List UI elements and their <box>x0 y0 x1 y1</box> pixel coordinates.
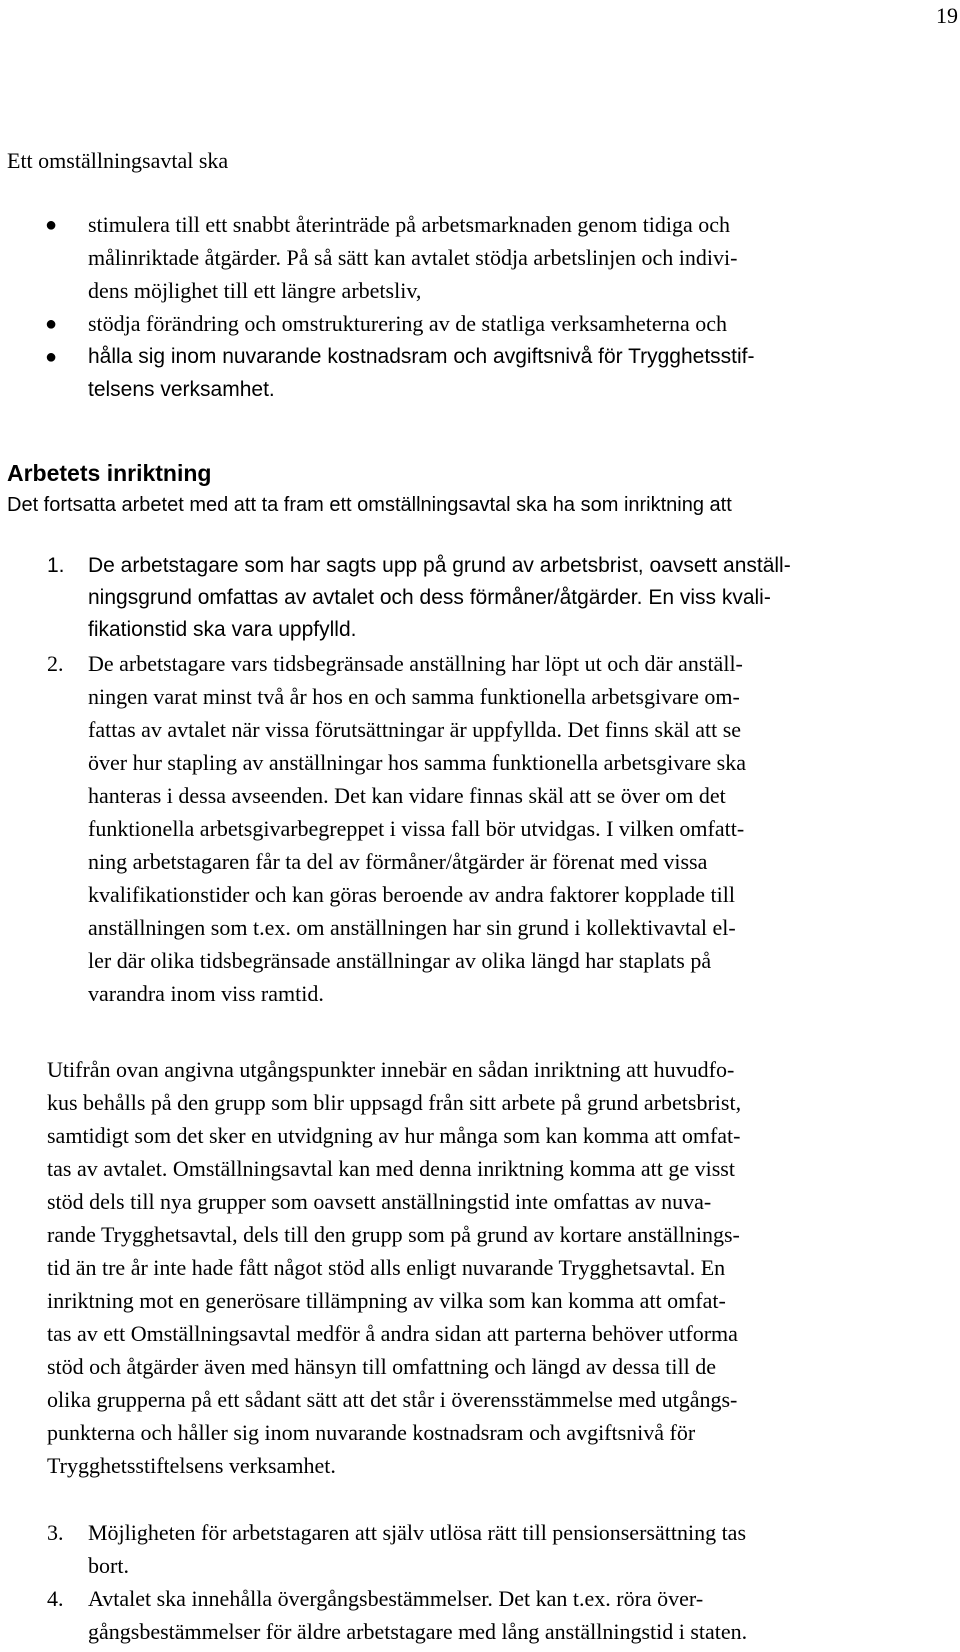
list-item-line: funktionella arbetsgivarbegreppet i vissa fall bör utvidgas. I vilken omfatt- <box>88 816 745 841</box>
list-item-line: Avtalet ska innehålla övergångsbestämmelser. Det kan t.ex. röra över- <box>88 1586 704 1611</box>
bullet-line: telsens verksamhet. <box>88 378 275 401</box>
list-item-line: Möjligheten för arbetstagaren att själv utlösa rätt till pensionsersättning tas <box>88 1520 747 1545</box>
bullet-line: hålla sig inom nuvarande kostnadsram och avgiftsnivå för Trygghetsstif- <box>88 345 755 368</box>
bullet-line: stimulera till ett snabbt återinträde på arbetsmarknaden genom tidiga och <box>88 212 731 237</box>
list-item-line: anställningen som t.ex. om anställningen har sin grund i kollektivavtal el- <box>88 915 736 940</box>
list-number: 3. <box>47 1520 64 1545</box>
paragraph-line: samtidigt som det sker en utvidgning av hur många som kan komma att omfat- <box>47 1123 741 1148</box>
list-item-line: bort. <box>88 1553 129 1578</box>
paragraph-line: tid än tre år inte hade fått något stöd alls enligt nuvarande Trygghetsavtal. En <box>47 1255 726 1280</box>
paragraph-line: inriktning mot en generösare tillämpning av vilka som kan komma att omfat- <box>47 1288 726 1313</box>
paragraph-line: kus behålls på den grupp som blir uppsagd från sitt arbete på grund arbetsbrist, <box>47 1090 742 1115</box>
paragraph-line: tas av avtalet. Omställningsavtal kan med denna inriktning komma att ge visst <box>47 1156 735 1181</box>
paragraph-line: rande Trygghetsavtal, dels till den grupp som på grund av kortare anställnings- <box>47 1222 740 1247</box>
bullet-line: målinriktade åtgärder. På så sätt kan avtalet stödja arbetslinjen och indivi- <box>88 245 738 270</box>
list-item-line: ler där olika tidsbegränsade anställningar av olika längd har staplats på <box>88 948 712 973</box>
bullet-line: dens möjlighet till ett längre arbetsliv, <box>88 278 422 303</box>
list-item-line: De arbetstagare som har sagts upp på grund av arbetsbrist, oavsett anställ- <box>88 554 791 577</box>
list-item-line: ningen varat minst två år hos en och samma funktionella arbetsgivare om- <box>88 684 740 709</box>
list-item-line: över hur stapling av anställningar hos samma funktionella arbetsgivare ska <box>88 750 746 775</box>
list-item-line: ningsgrund omfattas av avtalet och dess förmåner/åtgärder. En viss kvali- <box>88 586 771 609</box>
list-number: 4. <box>47 1586 64 1611</box>
paragraph-line: Utifrån ovan angivna utgångspunkter innebär en sådan inriktning att huvudfo- <box>47 1057 735 1082</box>
list-number: 1. <box>47 554 65 577</box>
paragraph-line: Trygghetsstiftelsens verksamhet. <box>47 1453 336 1478</box>
list-item-line: fattas av avtalet när vissa förutsättningar är uppfyllda. Det finns skäl att se <box>88 717 742 742</box>
page-number: 19 <box>936 3 958 28</box>
list-item-line: varandra inom viss ramtid. <box>88 981 324 1006</box>
bullet-dot: ● <box>45 214 58 236</box>
list-item-line: gångsbestämmelser för äldre arbetstagare med lång anställningstid i staten. <box>88 1619 748 1644</box>
intro-text: Ett omställningsavtal ska <box>7 148 229 173</box>
paragraph-line: stöd och åtgärder även med hänsyn till omfattning och längd av dessa till de <box>47 1354 716 1379</box>
list-item-line: hanteras i dessa avseenden. Det kan vidare finnas skäl att se över om det <box>88 783 726 808</box>
paragraph-line: olika grupperna på ett sådant sätt att det står i överensstämmelse med utgångs- <box>47 1387 738 1412</box>
bullet-dot: ● <box>45 313 58 335</box>
bullet-line: stödja förändring och omstrukturering av de statliga verksamheterna och <box>88 311 728 336</box>
paragraph-line: tas av ett Omställningsavtal medför å andra sidan att parterna behöver utforma <box>47 1321 738 1346</box>
paragraph-line: punkterna och håller sig inom nuvarande kostnadsram och avgiftsnivå för <box>47 1420 696 1445</box>
bullet-dot: ● <box>45 346 58 368</box>
list-item-line: kvalifikationstider och kan göras beroende av andra faktorer kopplade till <box>88 882 735 907</box>
lead-text: Det fortsatta arbetet med att ta fram ett omställningsavtal ska ha som inriktning att <box>7 494 732 516</box>
list-item-line: De arbetstagare vars tidsbegränsade anställning har löpt ut och där anställ- <box>88 651 743 676</box>
list-item-line: fikationstid ska vara uppfylld. <box>88 618 357 641</box>
paragraph-line: stöd dels till nya grupper som oavsett anställningstid inte omfattas av nuva- <box>47 1189 712 1214</box>
list-number: 2. <box>47 651 64 676</box>
section-heading: Arbetets inriktning <box>7 460 212 486</box>
list-item-line: ning arbetstagaren får ta del av förmåner/åtgärder är förenat med vissa <box>88 849 708 874</box>
